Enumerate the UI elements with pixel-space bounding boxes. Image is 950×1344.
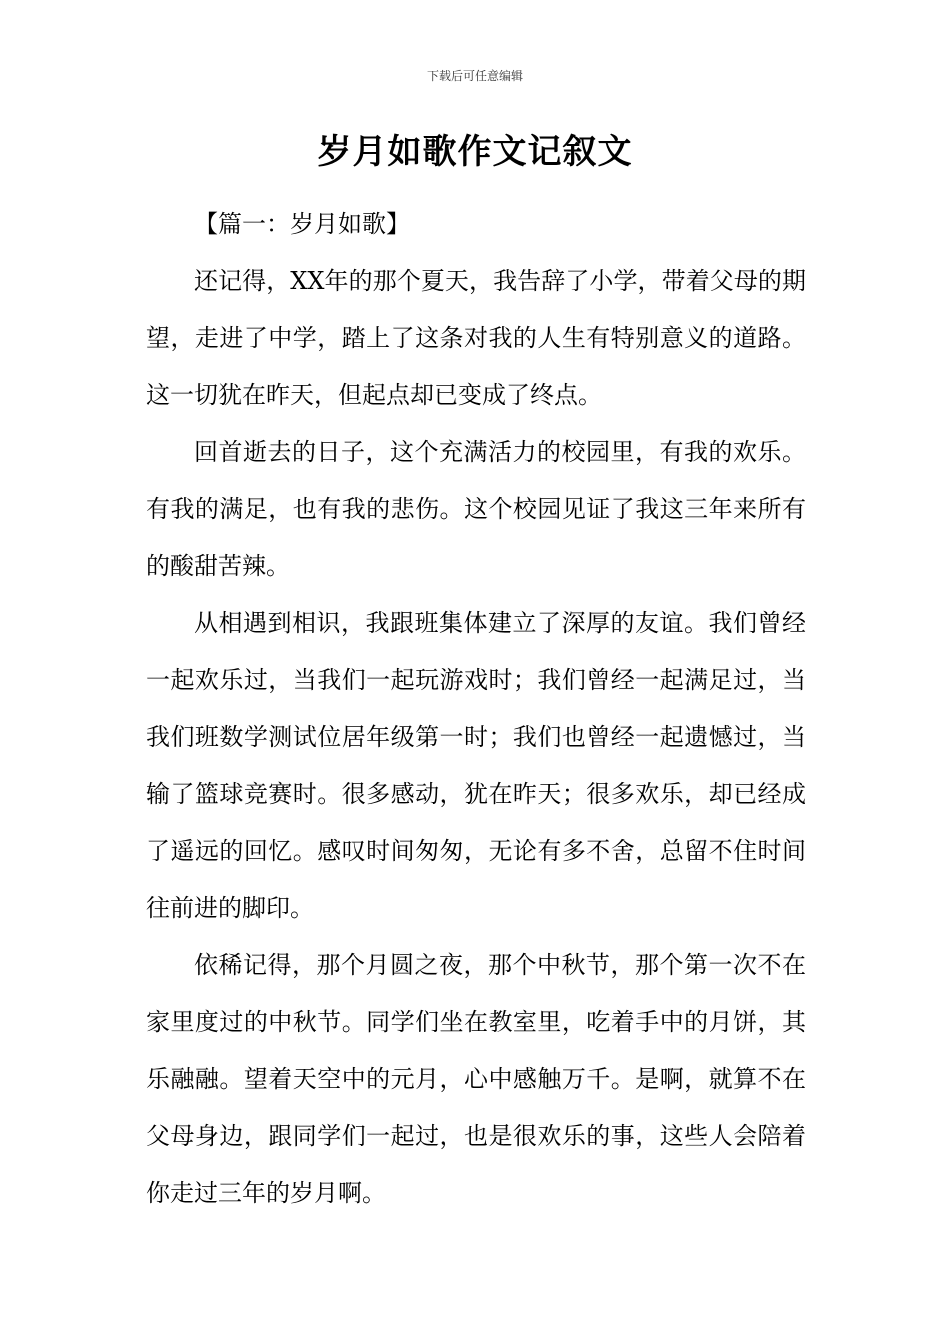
document-body xyxy=(146,196,806,1222)
document-title: 岁月如歌作文记叙文 xyxy=(317,132,633,172)
section-heading: 【篇一：岁月如歌】 xyxy=(194,210,410,238)
paragraph-3: 从相遇到相识，我跟班集体建立了深厚的友谊。我们曾经一起欢乐过，当我们一起玩游戏时；我们曾经一起满足过，当我们班数学测试位居年级第一时；我们也曾经一起遗憾过，当输了篮球竞赛时。很多感动，犹在昨天；很多欢乐，却已经成了遥远的回忆。感叹时间匆匆，无论有多不舍，总留不住时间往前进的脚印。 xyxy=(146,609,806,922)
paragraph-1: 还记得，XX年的那个夏天，我告辞了小学，带着父母的期望，走进了中学，踏上了这条对我的人生有特别意义的道路。这一切犹在昨天，但起点却已变成了终点。 xyxy=(146,267,806,409)
header-note: 下载后可任意编辑 xyxy=(426,69,523,83)
paragraph-2: 回首逝去的日子，这个充满活力的校园里，有我的欢乐。有我的满足，也有我的悲伤。这个校园见证了我这三年来所有的酸甜苦辣。 xyxy=(146,438,806,580)
paragraph-4: 依稀记得，那个月圆之夜，那个中秋节，那个第一次不在家里度过的中秋节。同学们坐在教室里，吃着手中的月饼，其乐融融。望着天空中的元月，心中感触万千。是啊，就算不在父母身边，跟同学们一起过，也是很欢乐的事，这些人会陪着你走过三年的岁月啊。 xyxy=(146,951,806,1207)
